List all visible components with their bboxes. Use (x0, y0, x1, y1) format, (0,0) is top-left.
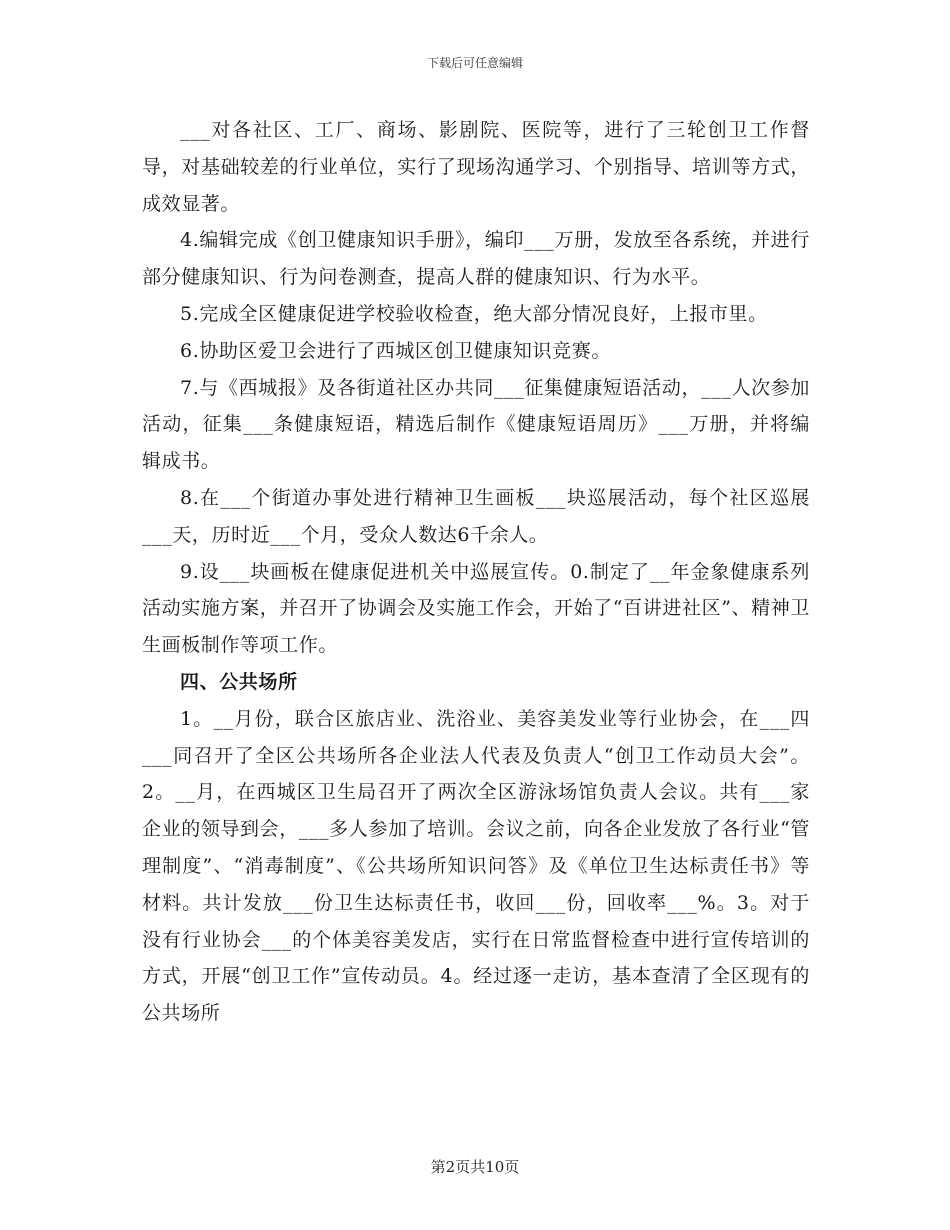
document-body (142, 112, 810, 1032)
page-number: 第2页共10页 (430, 1158, 520, 1176)
paragraph-item-9: 9.设___块画板在健康促进机关中巡展宣传。0.制定了__年金象健康系列活动实施方案，并召开了协调会及实施工作会，开始了“百讲进社区”、精神卫生画板制作等项工作。 (142, 560, 810, 657)
paragraph-item-4: 4.编辑完成《创卫健康知识手册》，编印___万册，发放至各系统，并进行部分健康知识、行为问卷测查，提高人群的健康知识、行为水平。 (142, 229, 810, 289)
paragraph-item-6: 6.协助区爱卫会进行了西城区创卫健康知识竞赛。 (180, 339, 611, 362)
paragraph-item-3-continuation: ___对各社区、工厂、商场、影剧院、医院等，进行了三轮创卫工作督导，对基础较差的行业单位，实行了现场沟通学习、个别指导、培训等方式，成效显著。 (142, 119, 810, 215)
section-paragraph: 1。__月份，联合区旅店业、洗浴业、美容美发业等行业协会，在___四___同召开了全区公共场所各企业法人代表及负责人“创卫工作动员大会”。2。__月，在西城区卫生局召开了两次全区游泳场馆负责人会议。共有___家企业的领导到会，___多人参加了培训。会议之前，向各企业发放了各行业“管理制度”、“消毒制度”、《公共场所知识问答》及《单位卫生达标责任书》等材料。共计发放___份卫生达标责任书，收回___份，回收率___%。3。对于没有行业协会___的个体美容美发店，实行在日常监督检查中进行宣传培训的方式，开展“创卫工作”宣传动员。4。经过逐一走访，基本查清了全区现有的公共场所 (142, 707, 810, 1025)
paragraph-item-5: 5.完成全区健康促进学校验收检查，绝大部分情况良好，上报市里。 (180, 302, 768, 325)
paragraph-item-8: 8.在___个街道办事处进行精神卫生画板___块巡展活动，每个社区巡展___天，历时近___个月，受众人数达6千余人。 (142, 486, 810, 546)
section-heading: 四、公共场所 (180, 670, 298, 693)
page-header: 下载后可任意编辑 (426, 56, 523, 70)
paragraph-item-7: 7.与《西城报》及各街道社区办共同___征集健康短语活动，___人次参加活动，征集___条健康短语，精选后制作《健康短语周历》___万册，并将编辑成书。 (142, 376, 810, 473)
